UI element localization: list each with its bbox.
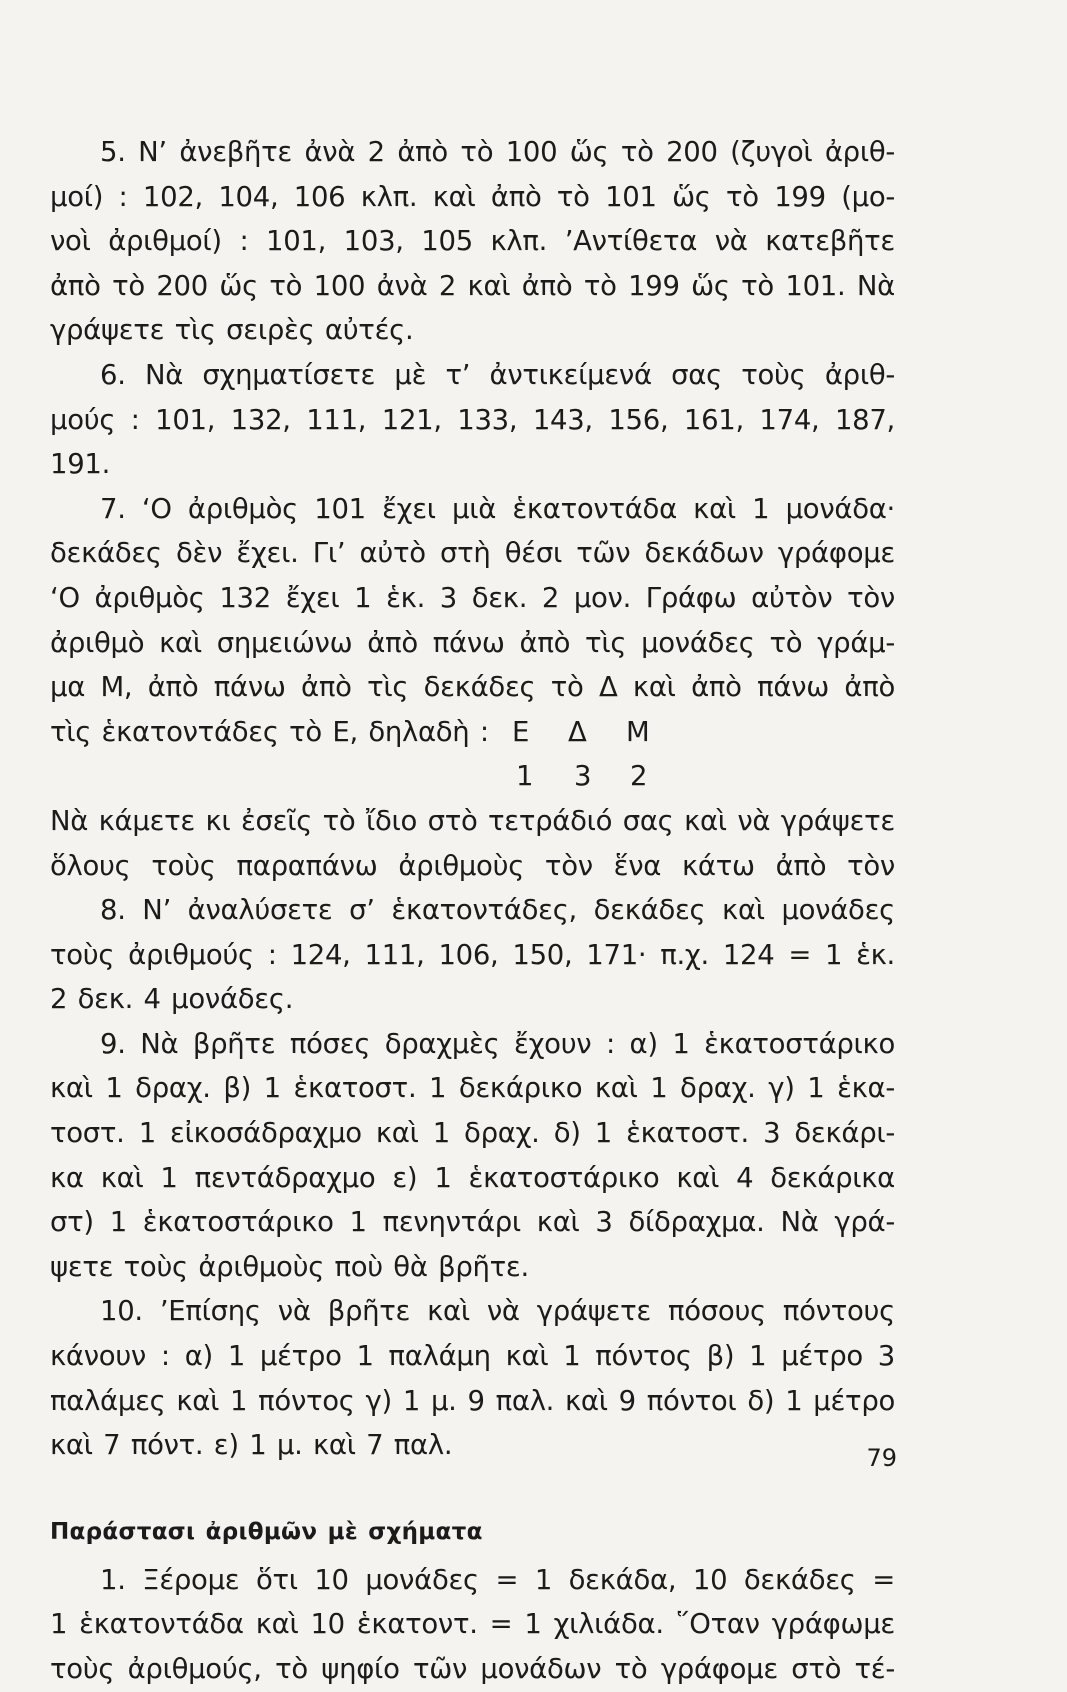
exercise-10	[50, 1289, 895, 1467]
section-gap	[50, 1468, 895, 1498]
text-line: μοί) : 102, 104, 106 κλπ. καὶ ἀπὸ τὸ 101 ὥς τὸ 199 (μο-	[50, 180, 895, 213]
page-number: 79	[866, 1444, 897, 1472]
tens-digit: 3	[574, 760, 592, 793]
text-line: ἀπὸ τὸ 200 ὥς τὸ 100 ἀνὰ 2 καὶ ἀπὸ τὸ 199 ὥς τὸ 101. Νὰ	[50, 269, 895, 302]
text-line: καὶ 1 δραχ. β) 1 ἑκατοστ. 1 δεκάρικο καὶ 1 δραχ. γ) 1 ἑκα-	[50, 1072, 895, 1105]
text-line: μα Μ, ἀπὸ πάνω ἀπὸ τὶς δεκάδες τὸ Δ καὶ ἀπὸ πάνω ἀπὸ	[50, 671, 895, 704]
text-line: δεκάδες δὲν ἔχει. Γι’ αὐτὸ στὴ θέσι τῶν δεκάδων γράφομε	[50, 537, 895, 570]
exercise-9	[50, 1022, 895, 1290]
text-line: καὶ 7 πόντ. ε) 1 μ. καὶ 7 παλ.	[50, 1429, 453, 1462]
text-line: μούς : 101, 132, 111, 121, 133, 143, 156, 161, 174, 187,	[50, 403, 895, 436]
text-line: γράψετε τὶς σειρὲς αὐτές.	[50, 314, 414, 347]
text-line: 2 δεκ. 4 μονάδες.	[50, 983, 294, 1016]
text-line: τοὺς ἀριθμούς : 124, 111, 106, 150, 171· π.χ. 124 = 1 ἑκ.	[50, 938, 895, 971]
text-line: παλάμες καὶ 1 πόντος γ) 1 μ. 9 παλ. καὶ 9 πόντοι δ) 1 μέτρο	[50, 1384, 895, 1417]
text-line: ἀριθμὸ καὶ σημειώνω ἀπὸ πάνω ἀπὸ τὶς μονάδες τὸ γράμ-	[50, 626, 895, 659]
tens-letter: Δ	[568, 715, 587, 748]
text-line: ὅλους τοὺς παραπάνω ἀριθμοὺς τὸν ἕνα κάτω ἀπὸ τὸν	[50, 849, 895, 882]
text-line: 1 ἑκατοντάδα καὶ 10 ἑκατοντ. = 1 χιλιάδα. ῞Οταν γράφωμε	[50, 1608, 895, 1641]
exercise-6	[50, 353, 895, 487]
place-value-letters-row	[50, 710, 895, 755]
units-letter: Μ	[626, 715, 650, 748]
text-line: 10. ’Επίσης νὰ βρῆτε καὶ νὰ γράψετε πόσους πόντους	[100, 1295, 895, 1328]
place-value-digits-row	[50, 754, 895, 799]
text-line: 1. Ξέρομε ὅτι 10 μονάδες = 1 δεκάδα, 10 δεκάδες =	[100, 1563, 895, 1596]
text-line: νοὶ ἀριθμοί) : 101, 103, 105 κλπ. ’Αντίθετα νὰ κατεβῆτε	[50, 225, 895, 258]
text-line: 9. Νὰ βρῆτε πόσες δραχμὲς ἔχουν : α) 1 ἑκατοστάρικο	[100, 1027, 895, 1060]
text-line: 8. Ν’ ἀναλύσετε σ’ ἑκατοντάδες, δεκάδες καὶ μονάδες	[100, 894, 895, 927]
text-line: τοὺς ἀριθμούς, τὸ ψηφίο τῶν μονάδων τὸ γράφομε στὸ τέ-	[50, 1653, 895, 1685]
text-line: 6. Νὰ σχηματίσετε μὲ τ’ ἀντικείμενά σας τοὺς ἀριθ-	[100, 358, 895, 391]
hundreds-digit: 1	[516, 760, 534, 793]
text-line: τοστ. 1 εἰκοσάδραχμο καὶ 1 δραχ. δ) 1 ἑκατοστ. 3 δεκάρι-	[50, 1117, 895, 1150]
exercise-7	[50, 487, 895, 888]
text-line: 7. ‘Ο ἀριθμὸς 101 ἔχει μιὰ ἑκατοντάδα καὶ 1 μονάδα·	[100, 492, 895, 525]
text-line: κα καὶ 1 πεντάδραχμο ε) 1 ἑκατοστάρικο καὶ 4 δεκάρικα	[50, 1161, 895, 1194]
section-exercise-1	[50, 1558, 895, 1692]
text-line: 5. Ν’ ἀνεβῆτε ἀνὰ 2 ἀπὸ τὸ 100 ὥς τὸ 200 (ζυγοὶ ἀριθ-	[100, 136, 895, 168]
text-line: ‘Ο ἀριθμὸς 132 ἔχει 1 ἑκ. 3 δεκ. 2 μον. Γράφω αὐτὸν τὸν	[50, 581, 895, 614]
text-line: ψετε τοὺς ἀριθμοὺς ποὺ θὰ βρῆτε.	[50, 1250, 529, 1283]
exercise-8	[50, 888, 895, 1022]
hundreds-letter: Ε	[512, 715, 530, 748]
text-line: 191.	[50, 448, 111, 481]
units-digit: 2	[630, 760, 648, 793]
text-line: κάνουν : α) 1 μέτρο 1 παλάμη καὶ 1 πόντος β) 1 μέτρο 3	[50, 1340, 895, 1373]
exercise-5	[50, 130, 895, 353]
page-body	[50, 130, 895, 1692]
text-line: στ) 1 ἑκατοστάρικο 1 πενηντάρι καὶ 3 δίδραχμα. Νὰ γρά-	[50, 1206, 895, 1239]
section-heading: Παράστασι ἀριθμῶν μὲ σχήματα	[50, 1518, 483, 1545]
text-line: Νὰ κάμετε κι ἐσεῖς τὸ ἴδιο στὸ τετράδιό σας καὶ νὰ γράψετε	[50, 804, 895, 837]
text-line: τὶς ἑκατοντάδες τὸ Ε, δηλαδὴ :	[50, 715, 489, 748]
